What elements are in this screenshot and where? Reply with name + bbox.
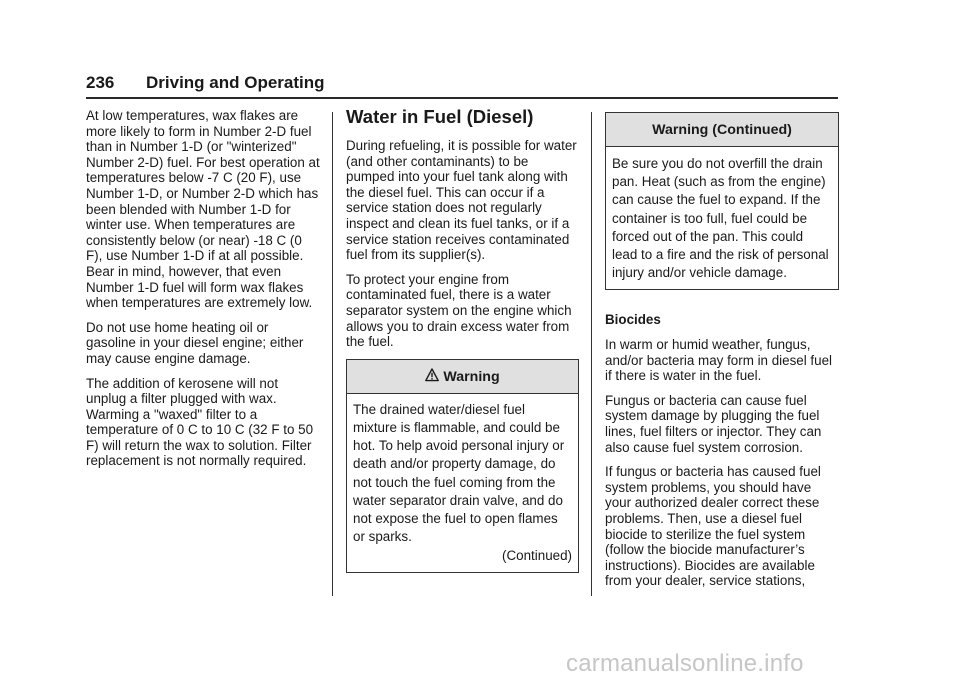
- warning-title: Warning: [443, 368, 500, 385]
- warning-body: [347, 394, 578, 572]
- paragraph-biocide-use: If fungus or bacteria has caused fuel system problems, you should have your authorized dealer correct these problems. Then, use a diesel fuel biocide to sterilize the fuel system (follow the biocide manufacturer’s instructions). Biocides are available from your dealer, service stations,: [605, 464, 821, 589]
- paragraph-kerosene: The addition of kerosene will not unplug a filter plugged with wax. Warming a "waxed" filter to a temperature of 0 C to 10 C (32 F to 50 F) will return the wax to solution. Filter replacement is not normally required.: [86, 375, 314, 469]
- page-header: [86, 71, 838, 99]
- column-3: [605, 108, 839, 598]
- warning-header: [347, 360, 578, 394]
- section-title: Driving and Operating: [146, 73, 325, 92]
- column-divider-1: [332, 112, 333, 596]
- heading-water-in-fuel: Water in Fuel (Diesel): [346, 106, 534, 127]
- warning-box: [346, 359, 579, 573]
- paragraph-fungus-weather: In warm or humid weather, fungus, and/or bacteria may form in diesel fuel if there is water in the fuel.: [605, 337, 833, 384]
- paragraph-wax-flakes: At low temperatures, wax flakes are more likely to form in Number 2-D fuel than in Number 1-D (or "winterized" Number 2-D) fuel. For best operation at temperatures below -7 C (20 F), use Number 1-D, or Number 2-D which has been blended with Number 1-D for winter use. When temperatures are consistently below (or near) -18 C (0 F), use Number 1-D if at all possible. Bear in mind, however, that even Number 1-D fuel will form wax flakes when temperatures are extremely low.: [86, 108, 320, 311]
- watermark: carmanualsonline.info: [566, 650, 804, 677]
- header-divider: [86, 97, 838, 99]
- paragraph-water-separator: To protect your engine from contaminated fuel, there is a water separator system on the engine which allows you to drain excess water from the fuel.: [346, 271, 572, 350]
- heading-biocides: Biocides: [605, 312, 661, 328]
- paragraph-refueling: During refueling, it is possible for water (and other contaminants) to be pumped into your fuel tank along with the diesel fuel. This can occur if a service station does not regularly inspect and clean its fuel tanks, or if a service station receives contaminated fuel from its supplier(s).: [346, 138, 577, 263]
- column-1: [86, 108, 320, 478]
- warning-text: The drained water/diesel fuel mixture is flammable, and could be hot. To help avoid personal injury or death and/or property damage, do not touch the fuel coming from the water separator drain valve, and do not expose the fuel to open flames or sparks.: [353, 401, 565, 545]
- warning-continued-label: (Continued): [502, 548, 572, 564]
- column-2: [346, 108, 579, 587]
- paragraph-fungus-damage: Fungus or bacteria can cause fuel system damage by plugging the fuel lines, fuel filters or injector. They can also cause fuel system corrosion.: [605, 392, 822, 455]
- warning-continued-box: [605, 112, 839, 290]
- column-divider-2: [591, 112, 592, 596]
- warning-continued-body: Be sure you do not overfill the drain pan. Heat (such as from the engine) can cause the fuel to expand. If the container is too full, fuel could be forced out of the pan. This could lead to a fire and the risk of personal injury and/or vehicle damage.: [612, 156, 829, 281]
- page-number: 236: [86, 73, 115, 92]
- warning-continued-header: Warning (Continued): [606, 113, 838, 147]
- paragraph-heating-oil: Do not use home heating oil or gasoline in your diesel engine; either may cause engine damage.: [86, 319, 304, 366]
- warning-triangle-icon: [425, 368, 439, 382]
